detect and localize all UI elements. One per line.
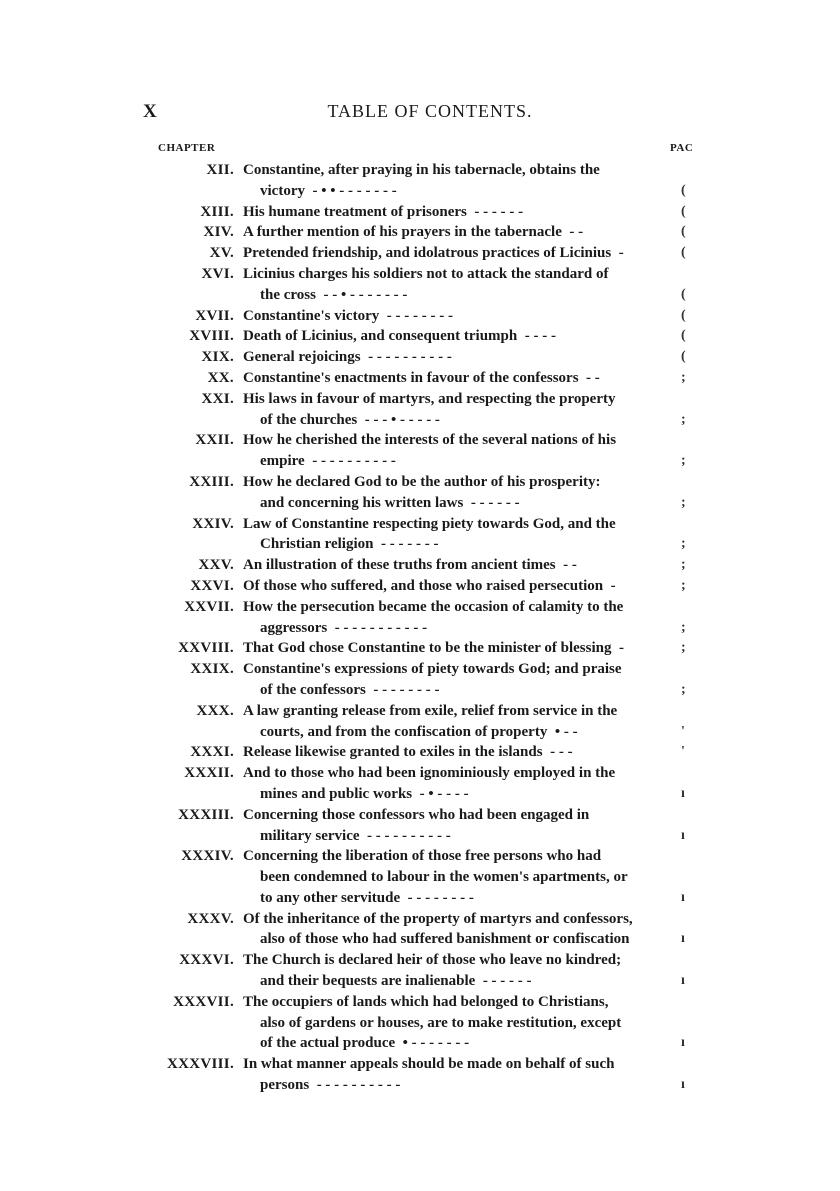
chapter-title-text: the cross (260, 286, 316, 303)
chapter-title (243, 202, 667, 223)
page-reference (667, 805, 711, 847)
chapter-title-text: And to those who had been ignominiously employed in the (243, 765, 616, 782)
chapter-number: XXI. (201, 390, 234, 407)
page-reference-value: ; (681, 369, 686, 385)
chapter-number: XXVI. (190, 577, 234, 594)
page-reference (667, 306, 711, 327)
page-reference (667, 160, 711, 202)
contents-entry (0, 347, 840, 368)
page-reference-value: ; (681, 411, 686, 427)
page-reference-value: ; (681, 453, 686, 469)
chapter-title-line (243, 326, 667, 347)
chapter-title (243, 597, 667, 639)
page-reference-value: ( (681, 307, 686, 323)
chapter-number: XXXV. (187, 910, 234, 927)
page-reference-value: ; (681, 619, 686, 635)
chapter-title (243, 306, 667, 327)
chapter-title-text: also of those who had suffered banishment or confiscation (260, 931, 630, 948)
chapter-title-line (243, 243, 667, 264)
chapter-title-line (243, 805, 667, 826)
chapter-number: XXII. (195, 432, 234, 449)
leader-dots: - - - - - - - - - - (316, 1077, 401, 1094)
chapter-title (243, 514, 667, 556)
contents-entry (0, 638, 840, 659)
chapter-title (243, 805, 667, 847)
chapter-title-line (243, 410, 667, 431)
contents-entry (0, 202, 840, 223)
contents-entry (0, 326, 840, 347)
chapter-title-line (243, 514, 667, 535)
leader-dots: - - (569, 224, 584, 241)
page-reference-value: ı (681, 931, 685, 947)
chapter-title (243, 347, 667, 368)
chapter-title-line (243, 846, 667, 867)
chapter-number: XX. (207, 369, 234, 386)
chapter-title (243, 950, 667, 992)
leader-dots: - - (586, 369, 600, 386)
page-reference (667, 202, 711, 223)
chapter-title-text: Constantine's victory (243, 307, 380, 324)
page-reference (667, 326, 711, 347)
chapter-title (243, 638, 667, 659)
chapter-title-line (243, 1054, 667, 1075)
contents-entry (0, 430, 840, 472)
chapter-title-line (243, 659, 667, 680)
page-reference-value: ( (681, 328, 686, 344)
chapter-number: XXIV. (192, 515, 234, 532)
leader-dots: • - - (554, 723, 578, 740)
contents-entry (0, 909, 840, 951)
chapter-title-text: Release likewise granted to exiles in the islands (243, 744, 543, 761)
chapter-title-text: General rejoicings (243, 349, 361, 366)
chapter-title-line (243, 1075, 667, 1096)
page-reference (667, 638, 711, 659)
chapter-title-text: empire (260, 453, 305, 470)
chapter-title (243, 659, 667, 701)
page-number: X (143, 101, 157, 122)
leader-dots: - - - • - - - - - (364, 411, 440, 428)
page-reference (667, 597, 711, 639)
page-reference (667, 264, 711, 306)
contents-entry (0, 368, 840, 389)
chapter-title-line (243, 680, 667, 701)
chapter-number: XXXVIII. (167, 1056, 234, 1073)
leader-dots: - - - - - - - - (373, 681, 440, 698)
chapter-title-text: His humane treatment of prisoners (243, 203, 467, 220)
chapter-title-line (243, 285, 667, 306)
contents-entry (0, 306, 840, 327)
chapter-title-text: How he declared God to be the author of his prosperity: (243, 473, 601, 490)
page-reference (667, 701, 711, 743)
chapter-title-line (243, 742, 667, 763)
chapter-title-line (243, 430, 667, 451)
chapter-title-line (243, 888, 667, 909)
chapter-title-text: also of gardens or houses, are to make restitution, except (260, 1014, 622, 1031)
chapter-title-line (243, 763, 667, 784)
page-title: TABLE OF CONTENTS. (327, 101, 533, 121)
chapter-number: XVI. (201, 265, 234, 282)
chapter-title (243, 326, 667, 347)
chapter-title (243, 701, 667, 743)
chapter-title-text: How the persecution became the occasion of calamity to the (243, 598, 624, 615)
chapter-title-line (243, 867, 667, 888)
chapter-title-text: of the confessors (260, 681, 366, 698)
page-reference-value: ( (681, 286, 686, 302)
chapter-title-text: persons (260, 1077, 310, 1094)
chapter-title-line (243, 306, 667, 327)
chapter-number: XXIII. (189, 473, 234, 490)
chapter-title-line (243, 618, 667, 639)
chapter-title-text: Constantine's expressions of piety towards God; and praise (243, 661, 622, 678)
chapter-number: XIX. (201, 349, 234, 366)
contents-entry (0, 597, 840, 639)
contents-entry (0, 514, 840, 556)
page-reference (667, 846, 711, 908)
leader-dots: - - - - - - (470, 494, 520, 511)
chapter-number: XXVIII. (178, 640, 234, 657)
chapter-title-text: A further mention of his prayers in the tabernacle (243, 224, 562, 241)
leader-dots: - - • - - - - - - - (323, 286, 408, 303)
chapter-title-line (243, 826, 667, 847)
leader-dots: - - - - (524, 328, 556, 345)
chapter-title-text: courts, and from the confiscation of property (260, 723, 548, 740)
contents-entry (0, 742, 840, 763)
chapter-title (243, 992, 667, 1054)
chapter-number: XIII. (200, 203, 234, 220)
chapter-title-text: The occupiers of lands which had belonged to Christians, (243, 993, 609, 1010)
chapter-title (243, 389, 667, 431)
contents-entry (0, 222, 840, 243)
chapter-title-text: Law of Constantine respecting piety towards God, and the (243, 515, 616, 532)
chapter-title-text: Death of Licinius, and consequent triumph (243, 328, 518, 345)
page-column-heading: PAC (670, 142, 694, 154)
page-reference (667, 555, 711, 576)
chapter-title (243, 264, 667, 306)
chapter-title-text: A law granting release from exile, relief from service in the (243, 702, 618, 719)
page-reference (667, 347, 711, 368)
chapter-title-line (243, 264, 667, 285)
page-reference (667, 389, 711, 431)
chapter-title-line (243, 451, 667, 472)
chapter-number: XXXIII. (178, 806, 234, 823)
page-reference-value: ; (681, 681, 686, 697)
page-reference-value: ; (681, 494, 686, 510)
leader-dots: - (610, 577, 616, 594)
contents-entry (0, 576, 840, 597)
contents-entry (0, 160, 840, 202)
chapter-title-line (243, 181, 667, 202)
leader-dots: - (618, 245, 624, 262)
chapter-title-line (243, 638, 667, 659)
chapter-title-text: mines and public works (260, 785, 413, 802)
leader-dots: - - - - - - - (380, 536, 439, 553)
page-reference-value: ı (681, 1077, 685, 1093)
chapter-title-text: Concerning the liberation of those free persons who had (243, 848, 602, 865)
chapter-title-line (243, 1013, 667, 1034)
contents-entry (0, 264, 840, 306)
chapter-title-line (243, 160, 667, 181)
page-reference (667, 243, 711, 264)
chapter-number: XVIII. (189, 328, 234, 345)
contents-entry (0, 389, 840, 431)
chapter-number: XIV. (203, 224, 234, 241)
chapter-title-text: and concerning his written laws (260, 494, 464, 511)
chapter-title-line (243, 472, 667, 493)
leader-dots: - - - - - - - - (407, 889, 474, 906)
page-reference (667, 368, 711, 389)
chapter-number: XXXII. (184, 765, 234, 782)
page-reference (667, 763, 711, 805)
leader-dots: - - - - - - - - - - - (334, 619, 428, 636)
chapter-title-text: An illustration of these truths from ancient times (243, 557, 556, 574)
page-reference-value: ; (681, 536, 686, 552)
contents-entry (0, 243, 840, 264)
chapter-number: XXX. (196, 702, 234, 719)
page-reference-value: ( (681, 224, 686, 240)
contents-entry (0, 992, 840, 1054)
page-reference-value: ( (681, 203, 686, 219)
page-reference (667, 992, 711, 1054)
chapter-title-text: to any other servitude (260, 889, 401, 906)
chapter-number: XXIX. (190, 661, 234, 678)
contents-entry (0, 701, 840, 743)
page-reference (667, 430, 711, 472)
page-reference (667, 1054, 711, 1096)
chapter-title-line (243, 389, 667, 410)
chapter-title-text: Of the inheritance of the property of martyrs and confessors, (243, 910, 633, 927)
chapter-title (243, 243, 667, 264)
leader-dots: - • - - - - (419, 785, 469, 802)
chapter-title-line (243, 555, 667, 576)
leader-dots: - (619, 640, 624, 657)
leader-dots: • - - - - - - - (402, 1035, 470, 1052)
page-reference (667, 909, 711, 951)
chapter-column-heading: CHAPTER (158, 142, 216, 154)
chapter-title (243, 368, 667, 389)
chapter-title (243, 472, 667, 514)
page-reference-value: ; (681, 557, 686, 573)
contents-entry (0, 1054, 840, 1096)
chapter-title-line (243, 950, 667, 971)
chapter-title (243, 1054, 667, 1096)
chapter-title-line (243, 929, 667, 950)
chapter-title-line (243, 597, 667, 618)
chapter-title-text: been condemned to labour in the women's apartments, or (260, 869, 628, 886)
chapter-title-text: Christian religion (260, 536, 374, 553)
page-reference (667, 472, 711, 514)
contents-list (0, 160, 840, 1096)
page-reference (667, 950, 711, 992)
leader-dots: - • • - - - - - - - (312, 182, 397, 199)
chapter-title-text: of the actual produce (260, 1035, 396, 1052)
chapter-title-text: and their bequests are inalienable (260, 973, 476, 990)
chapter-title-text: victory (260, 182, 305, 199)
page-reference-value: ı (681, 973, 685, 989)
leader-dots: - - - - - - (482, 973, 532, 990)
chapter-title-text: military service (260, 827, 360, 844)
chapter-number: XXVII. (184, 598, 234, 615)
chapter-title (243, 430, 667, 472)
chapter-title-text: Licinius charges his soldiers not to attack the standard of (243, 265, 609, 282)
contents-entry (0, 555, 840, 576)
chapter-title-text: Of those who suffered, and those who raised persecution (243, 577, 604, 594)
chapter-number: XXXVI. (179, 952, 234, 969)
page-reference (667, 514, 711, 556)
chapter-title-line (243, 784, 667, 805)
contents-entry (0, 950, 840, 992)
chapter-title (243, 555, 667, 576)
leader-dots: - - - - - - - - - - (312, 453, 396, 470)
chapter-number: XXXIV. (181, 848, 234, 865)
chapter-title-line (243, 909, 667, 930)
chapter-title-line (243, 992, 667, 1013)
page-reference (667, 659, 711, 701)
contents-entry (0, 659, 840, 701)
page-reference-value: ( (681, 349, 686, 365)
chapter-title-line (243, 222, 667, 243)
chapter-title-text: The Church is declared heir of those who leave no kindred; (243, 952, 622, 969)
chapter-title-line (243, 701, 667, 722)
page-reference-value: ' (681, 723, 685, 739)
chapter-title-text: Constantine's enactments in favour of the confessors (243, 369, 579, 386)
leader-dots: - - - - - - - - (386, 307, 453, 324)
page-reference-value: ı (681, 785, 685, 801)
chapter-title-line (243, 493, 667, 514)
chapter-title (243, 763, 667, 805)
chapter-title-line (243, 368, 667, 389)
chapter-title (243, 846, 667, 908)
chapter-title-line (243, 971, 667, 992)
leader-dots: - - - - - - - - - - (368, 349, 452, 366)
chapter-title-line (243, 347, 667, 368)
chapter-number: XXV. (198, 557, 234, 574)
page-reference (667, 222, 711, 243)
chapter-title (243, 160, 667, 202)
chapter-number: XXXI. (190, 744, 234, 761)
chapter-title-text: aggressors (260, 619, 328, 636)
page-reference (667, 742, 711, 763)
chapter-title (243, 742, 667, 763)
leader-dots: - - (563, 557, 577, 574)
chapter-number: XV. (209, 245, 234, 262)
chapter-title (243, 909, 667, 951)
chapter-number: XII. (206, 162, 234, 178)
page-reference-value: ; (681, 577, 686, 593)
contents-entry (0, 763, 840, 805)
page-reference-value: ( (681, 182, 686, 198)
page-reference (667, 576, 711, 597)
contents-entry (0, 805, 840, 847)
chapter-title (243, 222, 667, 243)
page-reference-value: ı (681, 1035, 685, 1051)
chapter-title-line (243, 1033, 667, 1054)
leader-dots: - - - (550, 744, 573, 761)
leader-dots: - - - - - - (474, 203, 524, 220)
chapter-title-line (243, 202, 667, 223)
chapter-title-text: Pretended friendship, and idolatrous practices of Licinius (243, 245, 612, 262)
page-reference-value: ı (681, 889, 685, 905)
chapter-number: XXXVII. (173, 993, 234, 1010)
contents-entry (0, 472, 840, 514)
chapter-title-line (243, 722, 667, 743)
chapter-title-text: That God chose Constantine to be the minister of blessing (243, 640, 612, 657)
chapter-number: XVII. (195, 307, 234, 324)
chapter-title-text: His laws in favour of martyrs, and respecting the property (243, 390, 616, 407)
chapter-title-line (243, 576, 667, 597)
chapter-title-text: Concerning those confessors who had been engaged in (243, 806, 590, 823)
chapter-title-text: How he cherished the interests of the several nations of his (243, 432, 617, 449)
chapter-title-line (243, 534, 667, 555)
chapter-title-text: In what manner appeals should be made on behalf of such (243, 1056, 615, 1073)
chapter-title-text: of the churches (260, 411, 358, 428)
page-reference-value: ( (681, 245, 686, 261)
leader-dots: - - - - - - - - - - (367, 827, 451, 844)
chapter-title-text: Constantine, after praying in his tabernacle, obtains the (243, 162, 600, 178)
page-reference-value: ı (681, 827, 685, 843)
page-reference-value: ; (681, 640, 686, 656)
page-reference-value: ' (681, 744, 685, 760)
contents-entry (0, 846, 840, 908)
chapter-title (243, 576, 667, 597)
